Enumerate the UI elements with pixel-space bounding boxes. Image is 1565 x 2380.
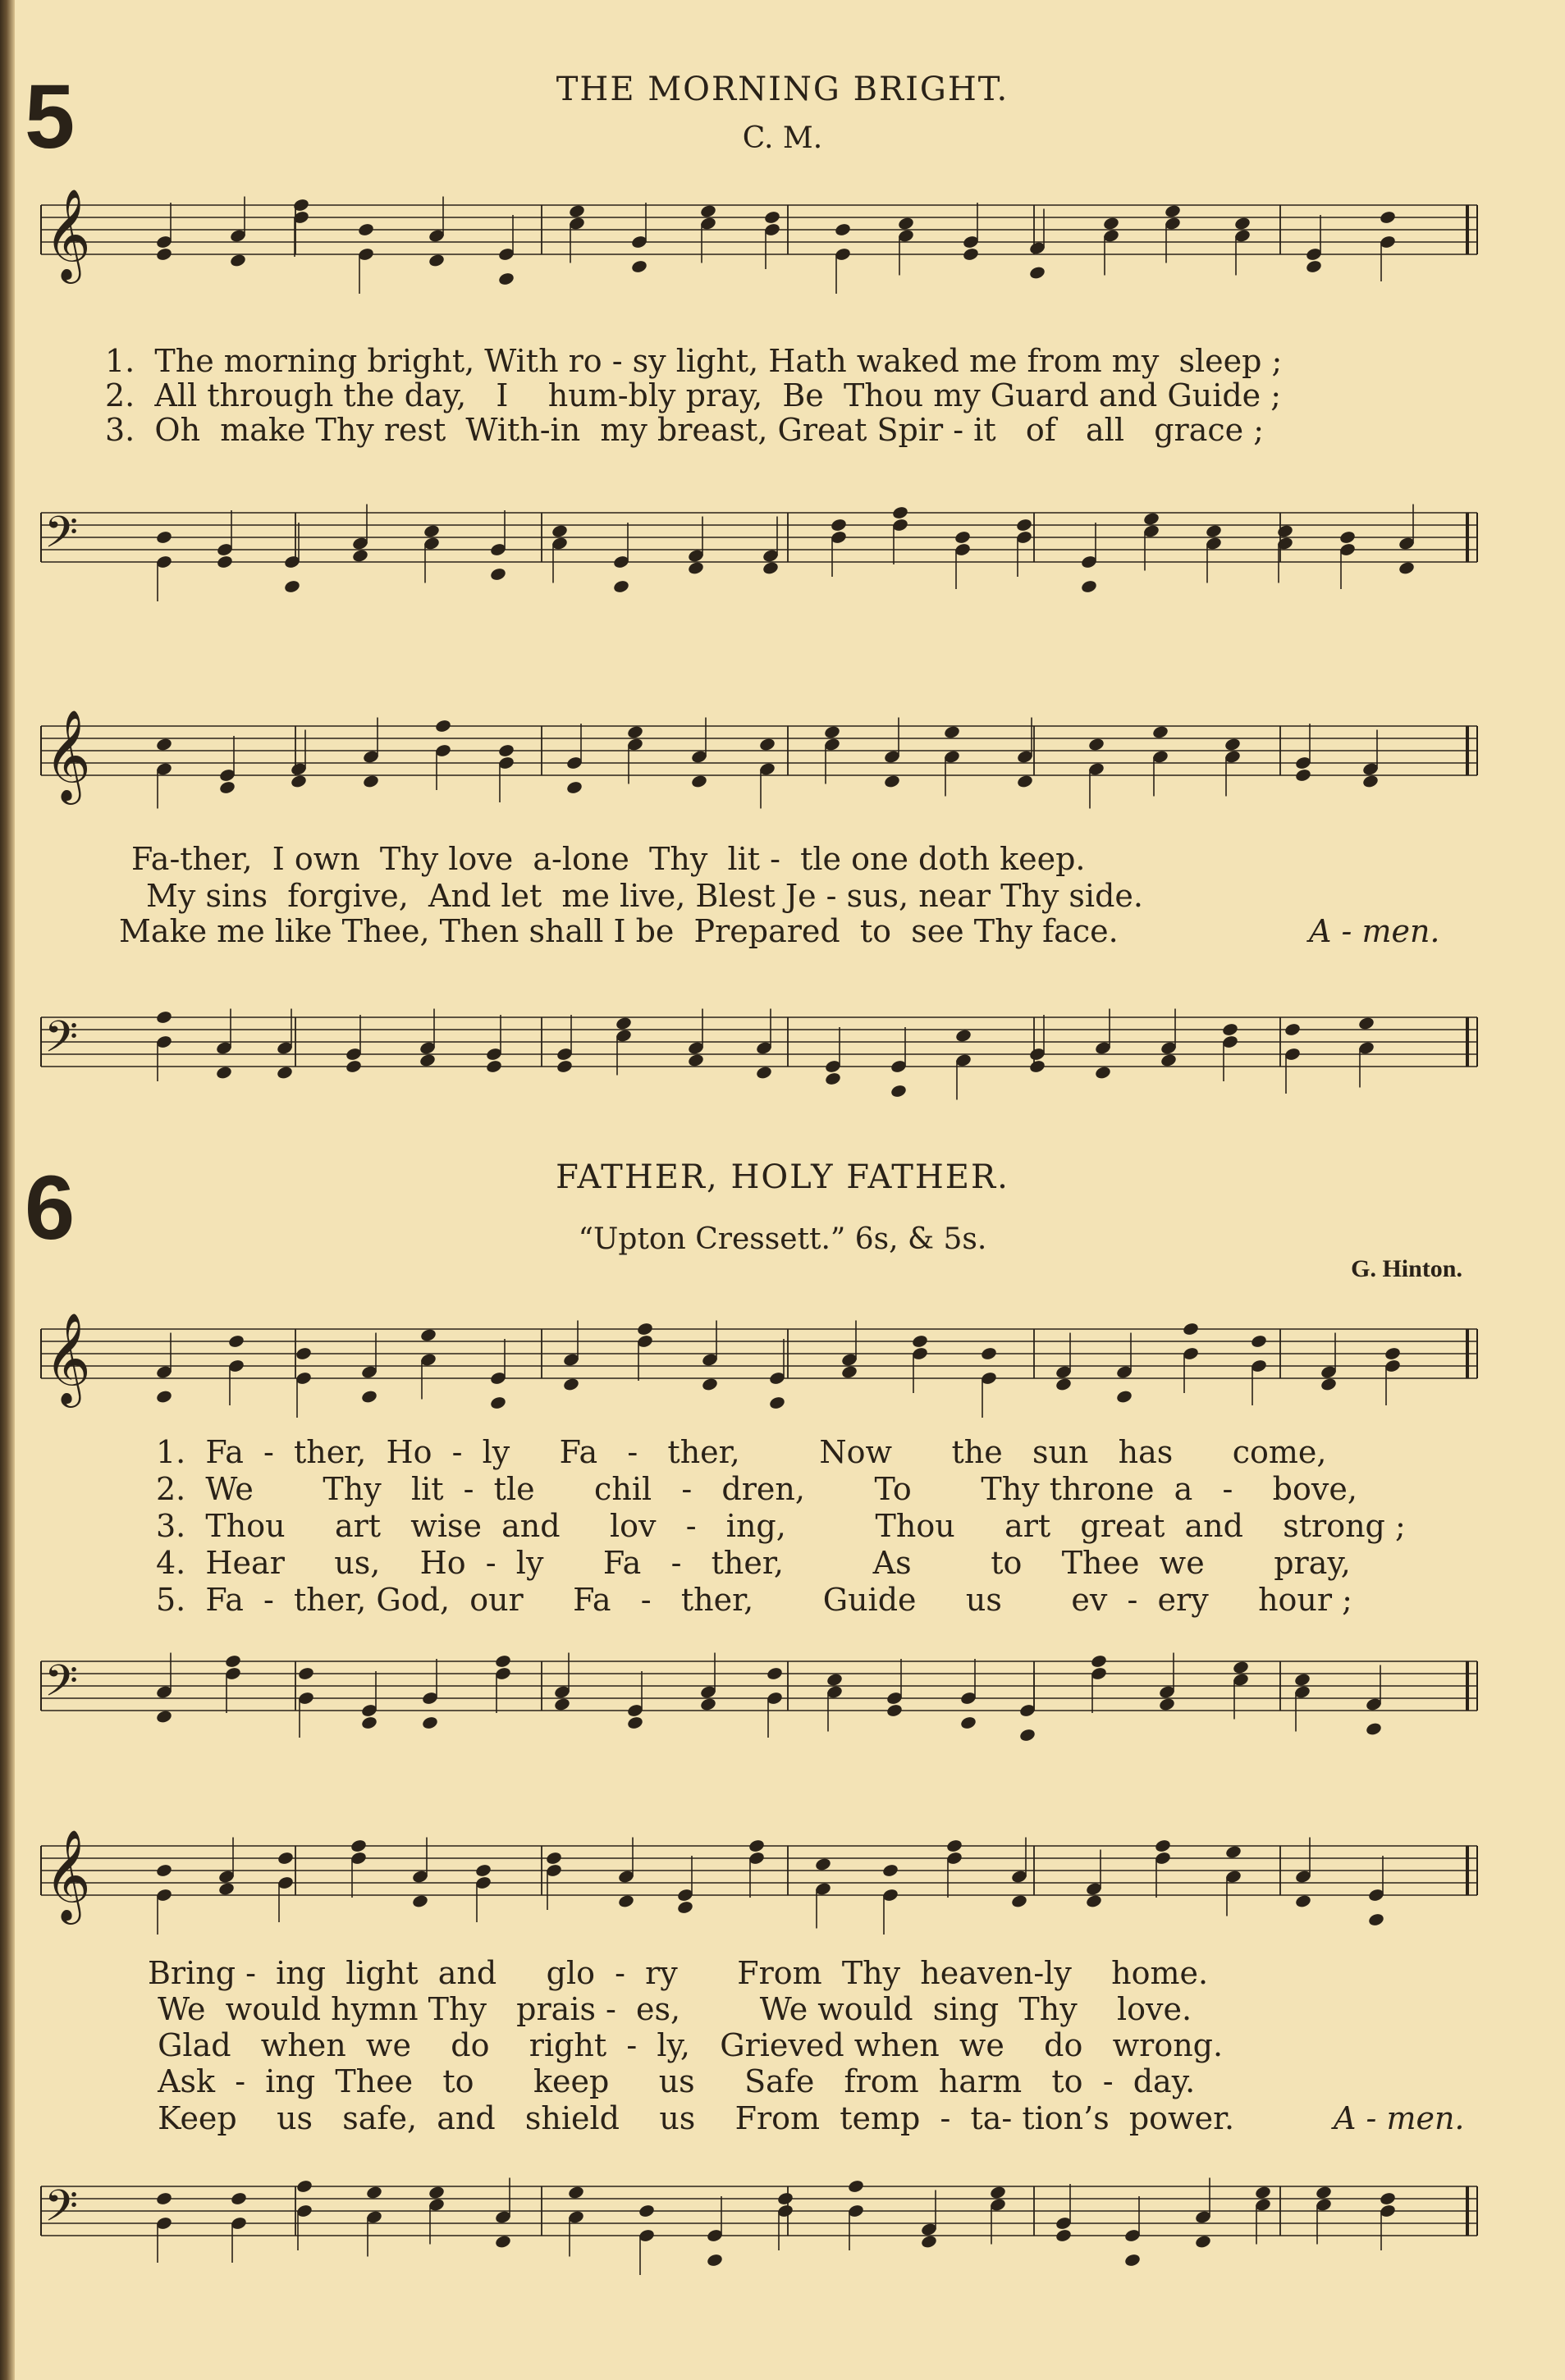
hymn-5-treble-staff-1 (33, 172, 1510, 295)
svg-text:𝄞: 𝄞 (44, 709, 91, 801)
hymn-6-subtitle: “Upton Cressett.” 6s, & 5s. (578, 1222, 987, 1256)
hymn-6-treble-staff-1 (33, 1296, 1510, 1419)
svg-text:𝄢: 𝄢 (44, 1012, 79, 1073)
hymn-6-verse-2-line-a: 2. We Thy lit - tle chil - dren, To Thy throne a - bove, (156, 1471, 1357, 1507)
hymn-5-verse-1-line-a: 1. The morning bright, With ro - sy light, Hath waked me from my sleep ; (105, 343, 1283, 379)
hymn-6-verse-4-line-a: 4. Hear us, Ho - ly Fa - ther, As to Thee we pray, (156, 1545, 1351, 1581)
hymn-6-treble-staff-2 (33, 1813, 1510, 1936)
svg-text:𝄞: 𝄞 (44, 188, 91, 280)
hymn-5-bass-staff-1 (33, 480, 1510, 603)
hymn-6-verse-2-line-b: We would hymn Thy prais - es, We would sing Thy love. (148, 1991, 1192, 2027)
hymn-6-verse-5-line-b: Keep us safe, and shield us From temp - ta- tion’s power. (148, 2100, 1235, 2136)
hymn-5-verse-1-line-b: Fa-ther, I own Thy love a-lone Thy lit - tle one doth keep. (131, 841, 1086, 877)
hymn-6-verse-1-line-b: Bring - ing light and glo - ry From Thy heaven-ly home. (148, 1955, 1209, 1991)
hymn-6-bass-staff-2 (33, 2154, 1510, 2277)
svg-text:𝄞: 𝄞 (44, 1829, 91, 1921)
hymn-number-5: 5 (25, 66, 76, 167)
svg-text:𝄢: 𝄢 (44, 508, 79, 569)
hymn-number-6: 6 (25, 1158, 76, 1259)
svg-text:𝄢: 𝄢 (44, 2181, 79, 2242)
hymn-6-title: FATHER, HOLY FATHER. (556, 1158, 1009, 1196)
svg-text:𝄢: 𝄢 (44, 1656, 79, 1717)
hymn-6-verse-5-line-a: 5. Fa - ther, God, our Fa - ther, Guide us ev - ery hour ; (156, 1582, 1352, 1618)
svg-text:𝄞: 𝄞 (44, 1312, 91, 1404)
hymn-5-verse-2-line-a: 2. All through the day, I hum-bly pray, Be Thou my Guard and Guide ; (105, 377, 1282, 413)
hymn-5-verse-3-line-b: Make me like Thee, Then shall I be Prepared to see Thy face. (119, 913, 1119, 949)
hymn-5-verse-2-line-b: My sins forgive, And let me live, Blest Je - sus, near Thy side. (146, 878, 1143, 914)
hymn-6-verse-1-line-a: 1. Fa - ther, Ho - ly Fa - ther, Now the sun has come, (156, 1434, 1327, 1470)
hymn-5-bass-staff-2 (33, 984, 1510, 1108)
hymn-5-treble-staff-2 (33, 693, 1510, 816)
hymn-6-verse-4-line-b: Ask - ing Thee to keep us Safe from harm to - day. (148, 2063, 1196, 2099)
hymn-6-composer: G. Hinton. (1351, 1255, 1462, 1282)
hymn-6-amen: A - men. (1334, 2100, 1465, 2136)
hymn-5-meter: C. M. (742, 121, 823, 155)
hymn-6-verse-3-line-a: 3. Thou art wise and lov - ing, Thou art great and strong ; (156, 1508, 1406, 1544)
hymn-6-bass-staff-1 (33, 1629, 1510, 1752)
hymn-6-verse-3-line-b: Glad when we do right - ly, Grieved when we do wrong. (148, 2027, 1224, 2063)
hymn-5-verse-3-line-a: 3. Oh make Thy rest With-in my breast, Great Spir - it of all grace ; (105, 412, 1265, 448)
hymn-5-title: THE MORNING BRIGHT. (556, 71, 1009, 108)
hymn-5-amen: A - men. (1309, 913, 1440, 949)
